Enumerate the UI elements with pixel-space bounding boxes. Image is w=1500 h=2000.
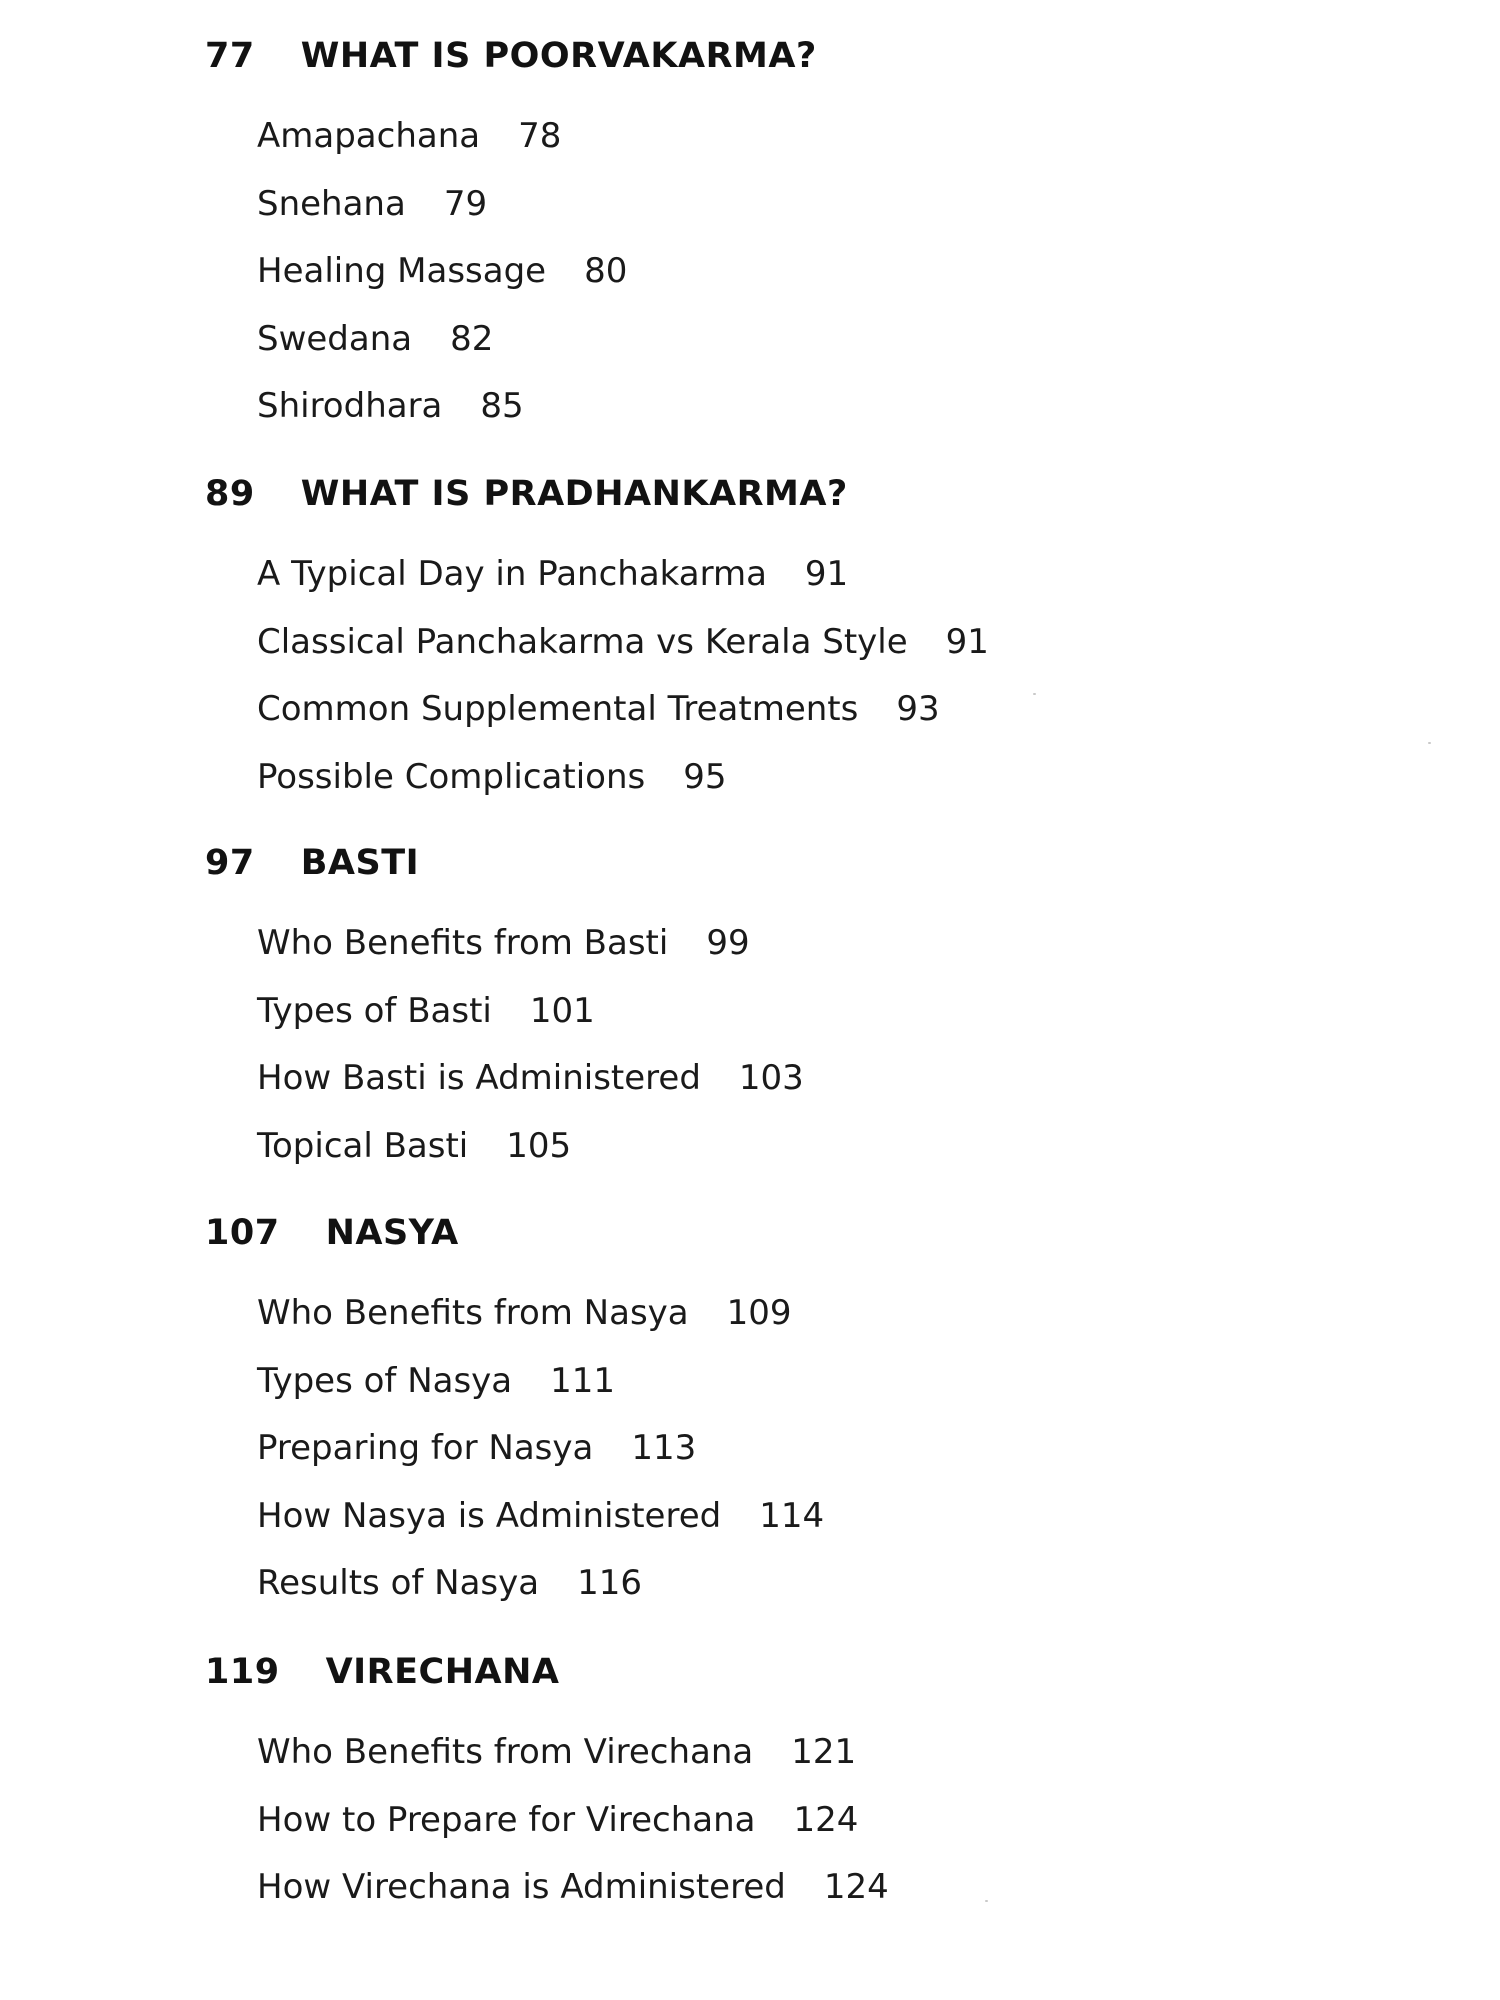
toc-entry[interactable] — [257, 1722, 1305, 1790]
section-title: NASYA — [325, 1213, 459, 1253]
toc-section-basti — [205, 843, 1305, 1183]
entry-title: Swedana — [257, 318, 413, 359]
toc-entry[interactable] — [257, 981, 1305, 1049]
toc-entry[interactable] — [257, 1857, 1305, 1925]
entry-page-number: 78 — [518, 116, 562, 156]
toc-entry[interactable] — [257, 747, 1305, 815]
entry-page-number: 105 — [506, 1125, 572, 1166]
paper-speck — [985, 1900, 988, 1902]
entry-page-number: 95 — [683, 756, 727, 797]
section-heading[interactable] — [205, 1213, 1305, 1273]
entry-title: Types of Basti — [257, 990, 492, 1031]
entry-title: Who Benefits from Basti — [257, 923, 669, 963]
section-entries — [205, 1722, 1305, 1925]
toc-entry[interactable] — [257, 1351, 1305, 1419]
toc-entry[interactable] — [257, 544, 1305, 612]
entry-page-number: 91 — [804, 554, 849, 594]
section-page-number: 119 — [205, 1652, 280, 1692]
toc-section-virechana — [205, 1652, 1305, 1925]
entry-title: Topical Basti — [257, 1125, 469, 1166]
toc-entry[interactable] — [257, 612, 1305, 680]
section-heading[interactable] — [205, 843, 1305, 903]
entry-title: Preparing for Nasya — [257, 1428, 594, 1468]
section-title: WHAT IS PRADHANKARMA? — [300, 474, 848, 514]
toc-entry[interactable] — [257, 1790, 1305, 1858]
section-title: VIRECHANA — [325, 1652, 560, 1692]
entry-title: Who Benefits from Nasya — [257, 1293, 689, 1333]
toc-entry[interactable] — [257, 913, 1305, 981]
entry-page-number: 91 — [945, 621, 989, 662]
entry-title: Healing Massage — [257, 251, 547, 291]
entry-page-number: 109 — [726, 1293, 792, 1333]
toc-entry[interactable] — [257, 1418, 1305, 1486]
section-page-number: 89 — [205, 474, 255, 514]
toc-section-nasya — [205, 1213, 1305, 1621]
entry-page-number: 114 — [759, 1495, 825, 1536]
section-title: BASTI — [300, 843, 420, 883]
section-page-number: 107 — [205, 1213, 280, 1253]
toc-entry[interactable] — [257, 1048, 1305, 1116]
entry-title: Classical Panchakarma vs Kerala Style — [257, 621, 908, 662]
entry-title: How Virechana is Administered — [257, 1867, 786, 1907]
entry-page-number: 93 — [896, 689, 940, 729]
entry-page-number: 80 — [584, 251, 628, 291]
toc-entry[interactable] — [257, 309, 1305, 377]
entry-title: Who Benefits from Virechana — [257, 1732, 754, 1772]
toc-entry[interactable] — [257, 241, 1305, 309]
entry-title: Results of Nasya — [257, 1563, 540, 1603]
section-heading[interactable] — [205, 36, 1305, 96]
entry-page-number: 124 — [793, 1799, 859, 1840]
entry-title: A Typical Day in Panchakarma — [257, 554, 767, 594]
entry-title: How Nasya is Administered — [257, 1495, 722, 1536]
entry-page-number: 111 — [550, 1360, 616, 1401]
entry-title: Snehana — [257, 183, 406, 224]
entry-page-number: 113 — [631, 1428, 697, 1468]
entry-title: Possible Complications — [257, 756, 646, 797]
entry-page-number: 99 — [706, 923, 750, 963]
entry-page-number: 103 — [738, 1058, 804, 1098]
section-entries — [205, 913, 1305, 1183]
section-entries — [205, 106, 1305, 444]
section-title: WHAT IS POORVAKARMA? — [300, 36, 817, 76]
toc-entry[interactable] — [257, 1116, 1305, 1184]
entry-page-number: 121 — [791, 1732, 857, 1772]
toc-entry[interactable] — [257, 1283, 1305, 1351]
entry-page-number: 124 — [823, 1867, 889, 1907]
entry-title: How Basti is Administered — [257, 1058, 701, 1098]
entry-title: Shirodhara — [257, 386, 443, 426]
entry-title: How to Prepare for Virechana — [257, 1799, 756, 1840]
entry-title: Common Supplemental Treatments — [257, 689, 859, 729]
entry-page-number: 85 — [480, 386, 524, 426]
entry-page-number: 101 — [529, 990, 595, 1031]
entry-page-number: 116 — [577, 1563, 642, 1603]
paper-speck — [1428, 742, 1431, 744]
entry-title: Amapachana — [257, 116, 481, 156]
section-heading[interactable] — [205, 474, 1305, 534]
paper-speck — [1033, 693, 1036, 695]
section-heading[interactable] — [205, 1652, 1305, 1712]
entry-title: Types of Nasya — [257, 1360, 513, 1401]
toc-section-poorvakarma — [205, 36, 1305, 444]
toc-entry[interactable] — [257, 1486, 1305, 1554]
toc-entry[interactable] — [257, 376, 1305, 444]
toc-entry[interactable] — [257, 174, 1305, 242]
section-entries — [205, 544, 1305, 814]
section-entries — [205, 1283, 1305, 1621]
toc-entry[interactable] — [257, 679, 1305, 747]
section-page-number: 77 — [205, 36, 255, 76]
section-page-number: 97 — [205, 843, 255, 883]
entry-page-number: 82 — [450, 318, 494, 359]
toc-section-pradhankarma — [205, 474, 1305, 814]
toc-entry[interactable] — [257, 1553, 1305, 1621]
entry-page-number: 79 — [443, 183, 488, 224]
toc-entry[interactable] — [257, 106, 1305, 174]
